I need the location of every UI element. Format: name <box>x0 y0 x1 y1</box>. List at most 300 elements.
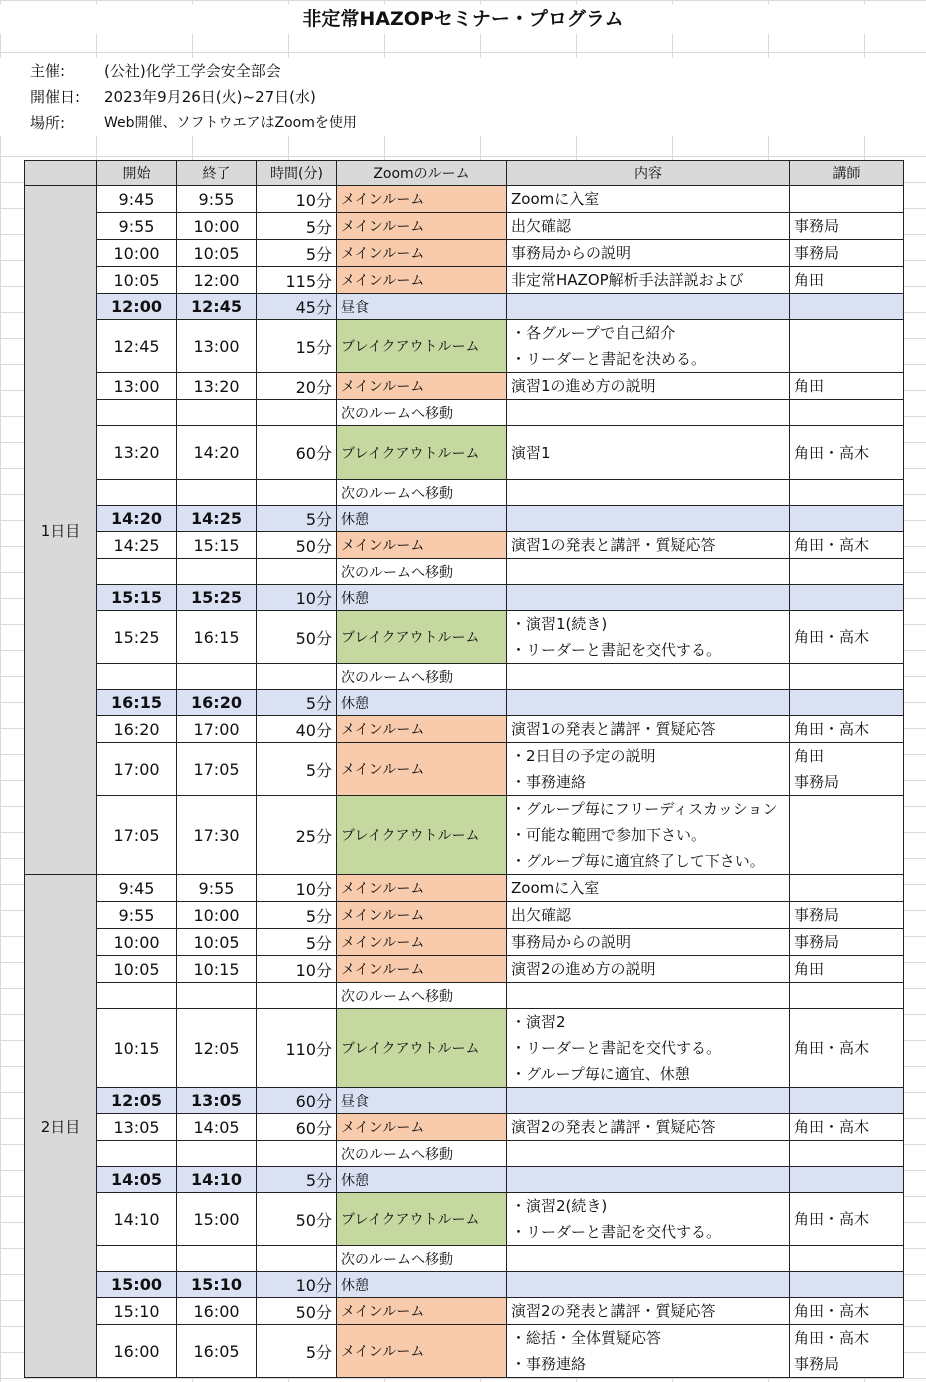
duration: 40分 <box>257 716 337 743</box>
zoom-room: 休憩 <box>337 690 507 716</box>
content-line: ・リーダーと書記を交代する。 <box>511 641 722 659</box>
info-row-date <box>0 84 926 110</box>
duration: 5分 <box>257 902 337 929</box>
lecturer-line: 角田・高木 <box>794 1039 870 1057</box>
duration: 5分 <box>257 743 337 796</box>
lecturer-line: 事務局 <box>794 906 840 924</box>
end-time: 14:25 <box>177 506 257 532</box>
end-time: 10:15 <box>177 956 257 983</box>
move-end <box>177 400 257 426</box>
content-cell <box>507 294 790 320</box>
start-time: 14:25 <box>97 532 177 559</box>
start-time: 15:15 <box>97 585 177 611</box>
lecturer-cell <box>790 267 904 294</box>
zoom-room: 休憩 <box>337 506 507 532</box>
end-time: 9:55 <box>177 875 257 902</box>
content-line: 出欠確認 <box>511 217 572 235</box>
zoom-room: メインルーム <box>337 240 507 267</box>
start-time: 16:20 <box>97 716 177 743</box>
lecturer-cell <box>790 240 904 267</box>
lecturer-line: 角田・高木 <box>794 628 870 646</box>
move-row <box>25 480 904 506</box>
lecturer-cell <box>790 716 904 743</box>
duration: 5分 <box>257 213 337 240</box>
end-time: 16:00 <box>177 1298 257 1325</box>
end-time: 10:05 <box>177 929 257 956</box>
info-row-host <box>0 58 926 84</box>
content-cell <box>507 796 790 875</box>
move-start <box>97 480 177 506</box>
content-cell <box>507 585 790 611</box>
move-content <box>507 1141 790 1167</box>
zoom-room: 昼食 <box>337 294 507 320</box>
content-cell <box>507 426 790 480</box>
lecturer-cell <box>790 294 904 320</box>
duration: 5分 <box>257 929 337 956</box>
move-end <box>177 1246 257 1272</box>
zoom-room: メインルーム <box>337 716 507 743</box>
zoom-room: メインルーム <box>337 929 507 956</box>
move-start <box>97 400 177 426</box>
duration: 5分 <box>257 1167 337 1193</box>
end-time: 12:00 <box>177 267 257 294</box>
zoom-room: メインルーム <box>337 956 507 983</box>
date-label: 開催日: <box>30 88 81 106</box>
schedule-row <box>25 743 904 796</box>
content-line: ・可能な範囲で参加下さい。 <box>511 826 707 844</box>
schedule-row <box>25 1193 904 1246</box>
start-time: 10:05 <box>97 956 177 983</box>
move-row <box>25 559 904 585</box>
day-label: 1日目 <box>25 186 97 875</box>
move-start <box>97 1246 177 1272</box>
content-line: ・演習2 <box>511 1013 566 1031</box>
zoom-room: 休憩 <box>337 585 507 611</box>
lecturer-cell <box>790 956 904 983</box>
break-row <box>25 1167 904 1193</box>
content-cell <box>507 320 790 373</box>
move-duration <box>257 400 337 426</box>
move-row <box>25 983 904 1009</box>
start-time: 10:15 <box>97 1009 177 1088</box>
move-lecturer <box>790 664 904 690</box>
host-label: 主催: <box>30 62 66 80</box>
content-cell <box>507 213 790 240</box>
zoom-room: ブレイクアウトルーム <box>337 1193 507 1246</box>
zoom-room: メインルーム <box>337 875 507 902</box>
start-time: 17:05 <box>97 796 177 875</box>
header-start: 開始 <box>97 161 177 186</box>
lecturer-cell <box>790 213 904 240</box>
content-cell <box>507 267 790 294</box>
start-time: 13:05 <box>97 1114 177 1141</box>
move-label: 次のルームへ移動 <box>337 1246 507 1272</box>
move-start <box>97 559 177 585</box>
schedule-row <box>25 240 904 267</box>
content-line: 出欠確認 <box>511 906 572 924</box>
content-line: 演習1 <box>511 443 551 462</box>
lecturer-cell <box>790 585 904 611</box>
end-time: 12:05 <box>177 1009 257 1088</box>
schedule-row <box>25 875 904 902</box>
start-time: 12:00 <box>97 294 177 320</box>
move-label: 次のルームへ移動 <box>337 559 507 585</box>
schedule-row <box>25 611 904 664</box>
lecturer-cell <box>790 611 904 664</box>
content-line: 演習1の進め方の説明 <box>511 377 656 395</box>
lecturer-cell <box>790 373 904 400</box>
lecturer-line: 角田 <box>794 271 825 289</box>
lecturer-cell <box>790 875 904 902</box>
start-time: 12:45 <box>97 320 177 373</box>
start-time: 15:10 <box>97 1298 177 1325</box>
lecturer-line: 角田・高木 <box>794 1118 870 1136</box>
zoom-room: メインルーム <box>337 1298 507 1325</box>
content-line: 演習1の発表と講評・質疑応答 <box>511 536 716 554</box>
start-time: 14:10 <box>97 1193 177 1246</box>
lecturer-cell <box>790 1167 904 1193</box>
content-cell <box>507 532 790 559</box>
content-cell <box>507 1114 790 1141</box>
move-row <box>25 1246 904 1272</box>
content-cell <box>507 611 790 664</box>
zoom-room: メインルーム <box>337 1325 507 1378</box>
lecturer-cell <box>790 426 904 480</box>
content-line: ・演習2(続き) <box>511 1197 608 1215</box>
venue-value: Web開催、ソフトウエアはZoomを使用 <box>104 115 357 131</box>
start-time: 10:05 <box>97 267 177 294</box>
move-lecturer <box>790 400 904 426</box>
duration: 45分 <box>257 294 337 320</box>
move-end <box>177 664 257 690</box>
zoom-room: ブレイクアウトルーム <box>337 426 507 480</box>
move-end <box>177 983 257 1009</box>
zoom-room: メインルーム <box>337 743 507 796</box>
lecturer-cell <box>790 532 904 559</box>
schedule-row <box>25 426 904 480</box>
move-start <box>97 1141 177 1167</box>
move-end <box>177 480 257 506</box>
content-line: ・事務連絡 <box>511 773 587 791</box>
content-line: ・グループ毎にフリーディスカッション <box>511 800 778 818</box>
lecturer-cell <box>790 902 904 929</box>
content-line: ・総括・全体質疑応答 <box>511 1329 662 1347</box>
break-row <box>25 1088 904 1114</box>
start-time: 10:00 <box>97 929 177 956</box>
header-lecturer: 講師 <box>790 161 904 186</box>
header-duration: 時間(分) <box>257 161 337 186</box>
start-time: 15:00 <box>97 1272 177 1298</box>
end-time: 14:10 <box>177 1167 257 1193</box>
content-line: 演習1の発表と講評・質疑応答 <box>511 720 716 738</box>
lecturer-line: 事務局 <box>794 1355 840 1373</box>
duration: 60分 <box>257 1114 337 1141</box>
lecturer-cell <box>790 1088 904 1114</box>
content-line: ・リーダーと書記を交代する。 <box>511 1223 722 1241</box>
content-cell <box>507 373 790 400</box>
content-cell <box>507 1088 790 1114</box>
schedule-row <box>25 1114 904 1141</box>
content-cell <box>507 1009 790 1088</box>
duration: 10分 <box>257 1272 337 1298</box>
duration: 60分 <box>257 1088 337 1114</box>
venue-label: 場所: <box>30 114 66 132</box>
end-time: 16:20 <box>177 690 257 716</box>
zoom-room: メインルーム <box>337 213 507 240</box>
schedule-row <box>25 320 904 373</box>
break-row <box>25 1272 904 1298</box>
lecturer-line: 事務局 <box>794 773 840 791</box>
move-lecturer <box>790 480 904 506</box>
content-line: ・グループ毎に適宜、休憩 <box>511 1065 690 1083</box>
content-line: ・演習1(続き) <box>511 615 608 633</box>
move-duration <box>257 664 337 690</box>
move-start <box>97 664 177 690</box>
end-time: 14:20 <box>177 426 257 480</box>
duration: 20分 <box>257 373 337 400</box>
move-start <box>97 983 177 1009</box>
lecturer-cell <box>790 929 904 956</box>
move-content <box>507 480 790 506</box>
end-time: 13:05 <box>177 1088 257 1114</box>
content-cell <box>507 716 790 743</box>
program-table <box>24 160 904 1378</box>
host-value: (公社)化学工学会安全部会 <box>104 62 281 80</box>
start-time: 9:45 <box>97 186 177 213</box>
break-row <box>25 690 904 716</box>
zoom-room: 休憩 <box>337 1272 507 1298</box>
lecturer-cell <box>790 320 904 373</box>
zoom-room: ブレイクアウトルーム <box>337 320 507 373</box>
zoom-room: メインルーム <box>337 532 507 559</box>
start-time: 15:25 <box>97 611 177 664</box>
duration: 115分 <box>257 267 337 294</box>
content-line: ・事務連絡 <box>511 1355 587 1373</box>
content-cell <box>507 875 790 902</box>
move-end <box>177 559 257 585</box>
duration: 60分 <box>257 426 337 480</box>
header-room: Zoomのルーム <box>337 161 507 186</box>
content-line: ・リーダーと書記を決める。 <box>511 350 707 368</box>
move-content <box>507 664 790 690</box>
lecturer-line: 角田・高木 <box>794 1329 870 1347</box>
zoom-room: ブレイクアウトルーム <box>337 1009 507 1088</box>
lecturer-cell <box>790 506 904 532</box>
lecturer-line: 角田・高木 <box>794 1302 870 1320</box>
schedule-row <box>25 796 904 875</box>
schedule-row <box>25 1298 904 1325</box>
content-cell <box>507 506 790 532</box>
content-line: 事務局からの説明 <box>511 244 632 262</box>
move-duration <box>257 1141 337 1167</box>
duration: 5分 <box>257 240 337 267</box>
lecturer-cell <box>790 690 904 716</box>
content-cell <box>507 1167 790 1193</box>
duration: 10分 <box>257 875 337 902</box>
content-cell <box>507 1272 790 1298</box>
lecturer-cell <box>790 1009 904 1088</box>
duration: 50分 <box>257 532 337 559</box>
schedule-row <box>25 902 904 929</box>
lecturer-line: 角田・高木 <box>794 536 870 554</box>
date-value: 2023年9月26日(火)~27日(水) <box>104 88 316 106</box>
lecturer-cell <box>790 796 904 875</box>
content-line: 演習2の発表と講評・質疑応答 <box>511 1118 716 1136</box>
end-time: 10:05 <box>177 240 257 267</box>
end-time: 17:05 <box>177 743 257 796</box>
content-line: ・各グループで自己紹介 <box>511 324 676 342</box>
break-row <box>25 585 904 611</box>
content-line: Zoomに入室 <box>511 879 600 897</box>
duration: 50分 <box>257 611 337 664</box>
lecturer-line: 角田・高木 <box>794 720 870 738</box>
day-label: 2日目 <box>25 875 97 1378</box>
end-time: 13:00 <box>177 320 257 373</box>
schedule-row <box>25 186 904 213</box>
move-duration <box>257 559 337 585</box>
zoom-room: 休憩 <box>337 1167 507 1193</box>
duration: 5分 <box>257 690 337 716</box>
zoom-room: メインルーム <box>337 186 507 213</box>
end-time: 16:15 <box>177 611 257 664</box>
move-lecturer <box>790 1141 904 1167</box>
move-duration <box>257 1246 337 1272</box>
move-row <box>25 1141 904 1167</box>
content-cell <box>507 1325 790 1378</box>
content-line: ・リーダーと書記を交代する。 <box>511 1039 722 1057</box>
move-content <box>507 400 790 426</box>
lecturer-line: 角田・高木 <box>794 443 870 462</box>
zoom-room: メインルーム <box>337 267 507 294</box>
move-content <box>507 559 790 585</box>
lecturer-cell <box>790 1193 904 1246</box>
move-lecturer <box>790 559 904 585</box>
end-time: 17:00 <box>177 716 257 743</box>
end-time: 14:05 <box>177 1114 257 1141</box>
content-line: ・2日目の予定の説明 <box>511 747 656 765</box>
content-cell <box>507 240 790 267</box>
end-time: 12:45 <box>177 294 257 320</box>
zoom-room: 昼食 <box>337 1088 507 1114</box>
move-lecturer <box>790 983 904 1009</box>
duration: 5分 <box>257 506 337 532</box>
header-row <box>25 161 904 186</box>
lecturer-line: 事務局 <box>794 217 840 235</box>
content-line: 演習2の進め方の説明 <box>511 960 656 978</box>
header-content: 内容 <box>507 161 790 186</box>
content-cell <box>507 956 790 983</box>
zoom-room: ブレイクアウトルーム <box>337 611 507 664</box>
move-duration <box>257 983 337 1009</box>
schedule-row <box>25 1325 904 1378</box>
schedule-row <box>25 716 904 743</box>
move-label: 次のルームへ移動 <box>337 1141 507 1167</box>
start-time: 16:00 <box>97 1325 177 1378</box>
move-duration <box>257 480 337 506</box>
start-time: 10:00 <box>97 240 177 267</box>
end-time: 17:30 <box>177 796 257 875</box>
start-time: 14:05 <box>97 1167 177 1193</box>
content-cell <box>507 902 790 929</box>
content-line: 非定常HAZOP解析手法詳説および <box>511 271 744 289</box>
end-time: 15:25 <box>177 585 257 611</box>
content-line: 演習2の発表と講評・質疑応答 <box>511 1302 716 1320</box>
start-time: 17:00 <box>97 743 177 796</box>
end-time: 15:10 <box>177 1272 257 1298</box>
duration: 50分 <box>257 1193 337 1246</box>
end-time: 13:20 <box>177 373 257 400</box>
start-time: 13:00 <box>97 373 177 400</box>
move-label: 次のルームへ移動 <box>337 983 507 1009</box>
start-time: 9:55 <box>97 213 177 240</box>
lecturer-cell <box>790 1298 904 1325</box>
info-row-venue <box>0 110 926 136</box>
lecturer-line: 角田 <box>794 960 825 978</box>
move-end <box>177 1141 257 1167</box>
start-time: 9:45 <box>97 875 177 902</box>
schedule-row <box>25 929 904 956</box>
lecturer-cell <box>790 1114 904 1141</box>
lecturer-line: 角田 <box>794 377 825 395</box>
zoom-room: メインルーム <box>337 902 507 929</box>
schedule-row <box>25 1009 904 1088</box>
start-time: 9:55 <box>97 902 177 929</box>
content-cell <box>507 743 790 796</box>
end-time: 10:00 <box>177 213 257 240</box>
duration: 10分 <box>257 956 337 983</box>
break-row <box>25 294 904 320</box>
content-line: 事務局からの説明 <box>511 933 632 951</box>
header-day <box>25 161 97 186</box>
schedule-row <box>25 267 904 294</box>
content-cell <box>507 1298 790 1325</box>
start-time: 13:20 <box>97 426 177 480</box>
end-time: 9:55 <box>177 186 257 213</box>
schedule-body <box>25 186 904 1378</box>
header-end: 終了 <box>177 161 257 186</box>
duration: 15分 <box>257 320 337 373</box>
move-label: 次のルームへ移動 <box>337 480 507 506</box>
zoom-room: ブレイクアウトルーム <box>337 796 507 875</box>
lecturer-line: 角田・高木 <box>794 1210 870 1228</box>
content-line: ・グループ毎に適宜終了して下さい。 <box>511 852 765 870</box>
zoom-room: メインルーム <box>337 373 507 400</box>
duration: 10分 <box>257 186 337 213</box>
break-row <box>25 506 904 532</box>
end-time: 15:15 <box>177 532 257 559</box>
move-label: 次のルームへ移動 <box>337 400 507 426</box>
move-row <box>25 400 904 426</box>
schedule-row <box>25 532 904 559</box>
zoom-room: メインルーム <box>337 1114 507 1141</box>
content-cell <box>507 929 790 956</box>
start-time: 14:20 <box>97 506 177 532</box>
lecturer-line: 事務局 <box>794 244 840 262</box>
page-title: 非定常HAZOPセミナー・プログラム <box>0 4 926 34</box>
duration: 50分 <box>257 1298 337 1325</box>
duration: 5分 <box>257 1325 337 1378</box>
schedule-row <box>25 373 904 400</box>
lecturer-cell <box>790 1325 904 1378</box>
duration: 25分 <box>257 796 337 875</box>
move-label: 次のルームへ移動 <box>337 664 507 690</box>
move-content <box>507 983 790 1009</box>
end-time: 15:00 <box>177 1193 257 1246</box>
content-cell <box>507 690 790 716</box>
move-content <box>507 1246 790 1272</box>
content-cell <box>507 1193 790 1246</box>
schedule-row <box>25 956 904 983</box>
